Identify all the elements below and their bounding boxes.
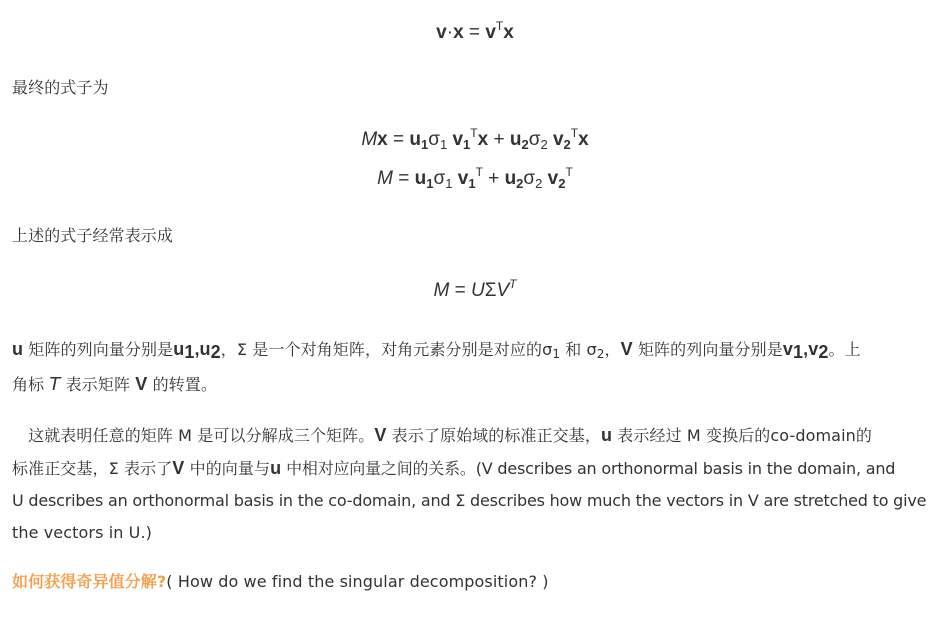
sub: 2 <box>818 342 829 362</box>
eq-sub: 2 <box>516 176 524 191</box>
eq-m: M <box>361 129 378 150</box>
sub: 1 <box>552 347 561 361</box>
eq-transpose: T <box>470 126 478 140</box>
eq-sub: 1 <box>463 137 471 152</box>
eq-x: x <box>377 129 388 150</box>
eq-transpose: T <box>495 19 504 33</box>
eq-x: x <box>453 22 464 43</box>
eq-u: u <box>509 129 522 150</box>
eq-sub: 2 <box>521 137 529 152</box>
eq-transpose: T <box>475 165 483 179</box>
eq-sub: 2 <box>535 176 543 191</box>
bold-v: V <box>374 425 387 445</box>
eq-u: u <box>409 129 421 150</box>
comma: , <box>803 339 809 359</box>
bold-u2: u <box>199 339 211 359</box>
eq-v-matrix: V <box>496 280 510 301</box>
eq-sigma: σ <box>433 168 446 189</box>
text-final-form: 最终的式子为 <box>12 78 109 97</box>
eq-x: x <box>503 22 514 43</box>
italic-t: T <box>49 374 61 395</box>
eq-v: v <box>485 22 496 43</box>
text-span: 中的向量与 <box>184 459 271 478</box>
eq-equals: = <box>387 129 410 150</box>
eq-transpose: T <box>570 126 579 140</box>
eq-m: M <box>433 280 450 301</box>
text-span: 中相对应向量之间的关系。(V describes an orthonormal basis in the domain, and <box>281 459 896 478</box>
heading-chinese: 如何获得奇异值分解? <box>12 572 167 591</box>
bold-u: u <box>601 425 613 445</box>
equation-m-expansion <box>0 165 950 191</box>
text-span: 表示了原始域的标准正交基， <box>386 426 601 445</box>
text-span: 和 σ <box>560 340 597 359</box>
paragraph-line <box>12 368 938 401</box>
eq-sigma: σ <box>523 168 536 189</box>
bold-u: u <box>12 339 24 359</box>
sub: 2 <box>210 342 221 362</box>
paragraph-final-form <box>12 72 938 104</box>
paragraph-usual-form <box>12 220 938 252</box>
paragraph-line <box>12 485 938 517</box>
paragraph-line <box>12 419 938 452</box>
text-usual-form: 上述的式子经常表示成 <box>12 226 174 245</box>
eq-v: v <box>457 168 469 189</box>
text-span: 。上 <box>828 340 861 359</box>
text-span: 的转置。 <box>147 375 217 394</box>
eq-plus: + <box>482 168 505 189</box>
eq-sigma: σ <box>528 129 541 150</box>
text-span: 矩阵的列向量分别是 <box>632 340 783 359</box>
eq-dot: · <box>446 22 454 43</box>
sub: 2 <box>596 347 605 361</box>
paragraph-line <box>12 452 938 485</box>
text-span: the vectors in U.) <box>12 523 153 542</box>
sub: 1 <box>184 342 195 362</box>
paragraph-line <box>12 333 938 366</box>
eq-v: v <box>452 129 464 150</box>
eq-plus: + <box>488 129 510 150</box>
text-span: 表示经过 M 变换后的co-domain的 <box>612 426 872 445</box>
text-span: 角标 <box>12 375 50 394</box>
eq-u: u <box>504 168 517 189</box>
text-span: 矩阵的列向量分别是 <box>23 340 174 359</box>
eq-sigma-matrix: Σ <box>484 280 497 301</box>
eq-sub: 1 <box>439 137 448 152</box>
eq-u: u <box>414 168 427 189</box>
eq-x: x <box>477 129 489 150</box>
paragraph-matrix-explanation <box>12 333 938 401</box>
eq-v: v <box>552 129 564 150</box>
equation-mx-expansion <box>0 126 950 152</box>
bold-u1: u <box>173 339 185 359</box>
equation-svd <box>0 277 950 302</box>
text-span: 表示矩阵 <box>60 375 136 394</box>
bold-v: V <box>135 374 148 394</box>
eq-sub: 2 <box>540 137 548 152</box>
eq-sub: 2 <box>558 176 566 191</box>
eq-equals: = <box>449 280 471 301</box>
eq-sub: 1 <box>468 176 476 191</box>
bold-u: u <box>270 458 282 478</box>
eq-equals: = <box>393 168 415 189</box>
bold-v1: v <box>782 339 793 359</box>
eq-transpose: T <box>565 165 573 179</box>
eq-m: M <box>377 168 393 189</box>
eq-v: v <box>547 168 559 189</box>
text-span: 这就表明任意的矩阵 M 是可以分解成三个矩阵。 <box>12 426 375 445</box>
bold-v2: v <box>808 339 819 359</box>
eq-v: v <box>436 22 447 43</box>
bold-v: V <box>172 458 185 478</box>
eq-sub: 1 <box>426 176 434 191</box>
section-heading <box>12 566 938 598</box>
text-span: U describes an orthonormal basis in the co-domain, and Σ describes how much the vectors in V are stretched to give <box>12 491 927 510</box>
paragraph-decomposition-meaning <box>12 419 938 549</box>
text-span: ， <box>604 340 621 359</box>
eq-sigma: σ <box>428 129 440 150</box>
equation-dot-product <box>0 19 950 44</box>
text-span: ，Σ 是一个对角矩阵，对角元素分别是对应的σ <box>220 340 553 359</box>
eq-u-matrix: U <box>470 280 485 301</box>
comma: , <box>194 339 200 359</box>
eq-sub: 1 <box>420 137 429 152</box>
bold-v: V <box>620 339 633 359</box>
eq-equals: = <box>463 22 486 43</box>
paragraph-line <box>12 517 938 549</box>
sub: 1 <box>792 342 804 362</box>
text-span: 标准正交基，Σ 表示了 <box>12 459 173 478</box>
heading-english: ( How do we find the singular decomposition? ) <box>166 572 549 591</box>
eq-sub: 2 <box>563 137 571 152</box>
eq-transpose: T <box>509 277 517 291</box>
eq-x: x <box>578 129 589 150</box>
eq-sub: 1 <box>445 176 453 191</box>
